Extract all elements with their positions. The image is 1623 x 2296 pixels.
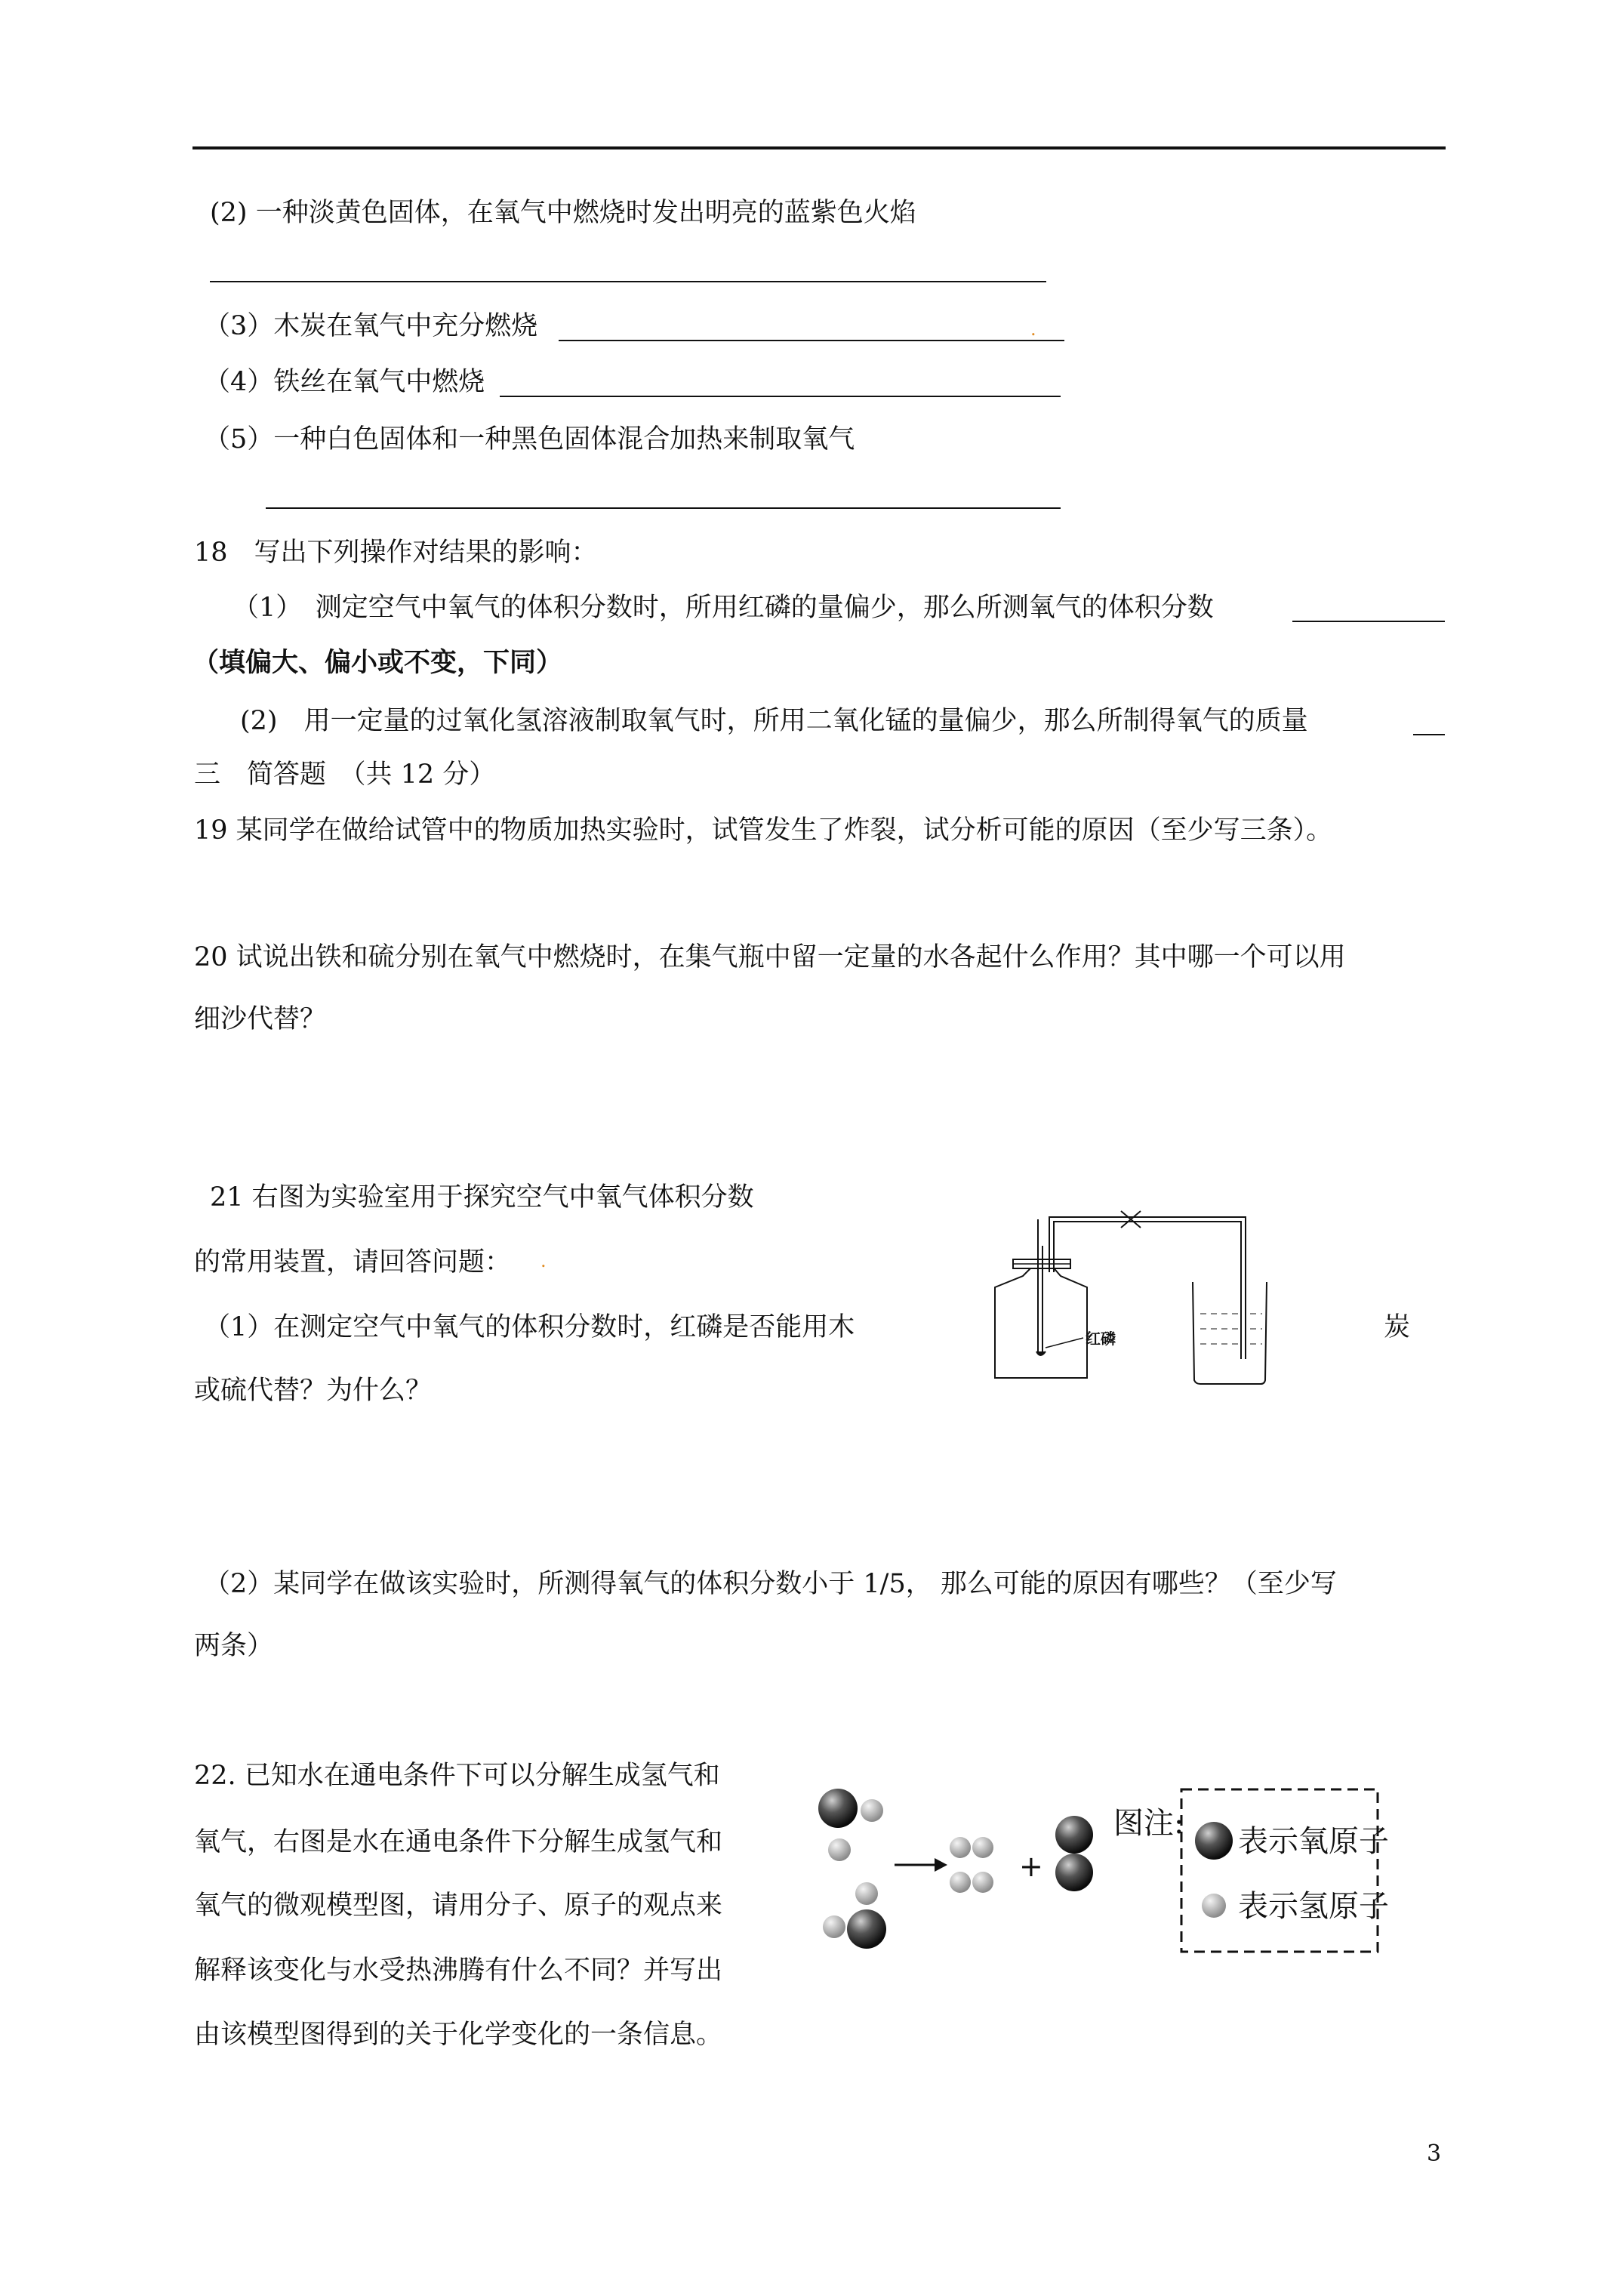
- hydrogen-atom: [950, 1872, 971, 1893]
- page-number: 3: [1427, 2140, 1442, 2167]
- oxygen-molecule: [1055, 1816, 1093, 1891]
- q21-item1-end: 炭: [1384, 1312, 1411, 1342]
- legend-oxygen-label: 表示氧原子: [1238, 1824, 1389, 1859]
- q22-line5: 由该模型图得到的关于化学变化的一条信息。: [194, 2020, 723, 2050]
- q17-item5: （5）一种白色固体和一种黑色固体混合加热来制取氧气: [204, 424, 855, 455]
- legend-hydrogen-label: 表示氢原子: [1238, 1889, 1389, 1924]
- q22-line1: 22. 已知水在通电条件下可以分解生成氢气和: [194, 1761, 720, 1791]
- answer-blank[interactable]: [1413, 734, 1445, 735]
- connecting-tube: [1049, 1217, 1246, 1359]
- hydrogen-atom: [972, 1872, 993, 1893]
- q17-item3: （3）木炭在氧气中充分燃烧: [204, 311, 538, 341]
- hydrogen-atom: [823, 1915, 845, 1938]
- header-rule: [192, 146, 1446, 149]
- gas-bottle: [995, 1265, 1087, 1378]
- oxygen-atom: [818, 1789, 858, 1828]
- q19-text: 19 某同学在做给试管中的物质加热实验时，试管发生了炸裂，试分析可能的原因（至少写三条）。: [194, 815, 1333, 846]
- q22-line2: 氧气，右图是水在通电条件下分解生成氢气和: [194, 1827, 723, 1857]
- water-electrolysis-model: [800, 1774, 1389, 1963]
- hydrogen-atom: [861, 1799, 883, 1822]
- q18-note: （填偏大、偏小或不变，下同）: [192, 647, 563, 678]
- q18-item2: (2) 用一定量的过氧化氢溶液制取氧气时，所用二氧化锰的量偏少，那么所制得氧气的质量: [240, 706, 1308, 736]
- stray-mark: .: [540, 1250, 547, 1271]
- q17-item4: （4）铁丝在氧气中燃烧: [204, 367, 485, 397]
- hydrogen-atom: [950, 1837, 971, 1858]
- q21-line1: 21 右图为实验室用于探究空气中氧气体积分数: [210, 1182, 754, 1213]
- answer-blank[interactable]: [500, 396, 1061, 397]
- answer-blank[interactable]: [559, 340, 1064, 341]
- legend-oxygen-atom: [1195, 1822, 1233, 1860]
- label-red-phosphorus: 红磷: [1086, 1330, 1116, 1348]
- section-heading: 三 简答题 （共 12 分）: [194, 760, 496, 790]
- answer-blank[interactable]: [1292, 621, 1445, 622]
- oxygen-atom: [847, 1909, 886, 1949]
- water-molecules: [818, 1789, 886, 1949]
- reaction-arrow-icon: [895, 1858, 947, 1872]
- q22-line3: 氧气的微观模型图，请用分子、原子的观点来: [194, 1891, 723, 1921]
- oxygen-atom: [1055, 1816, 1093, 1854]
- legend-hydrogen-atom: [1202, 1894, 1226, 1918]
- q21-item1: （1）在测定空气中氧气的体积分数时，红磷是否能用木: [204, 1312, 855, 1342]
- hydrogen-atom: [972, 1837, 993, 1858]
- apparatus-figure: [981, 1200, 1268, 1389]
- legend-box: [1181, 1789, 1378, 1952]
- q18-item1: （1） 测定空气中氧气的体积分数时，所用红磷的量偏少，那么所测氧气的体积分数: [233, 593, 1214, 623]
- plus-sign: +: [1019, 1850, 1043, 1883]
- q21-item2-cont: 两条）: [194, 1631, 274, 1661]
- q21-line2: 的常用装置，请回答问题：: [194, 1247, 512, 1277]
- q21-item2: （2）某同学在做该实验时，所测得氧气的体积分数小于 1/5， 那么可能的原因有哪些？（至少写: [204, 1569, 1337, 1599]
- hydrogen-atom: [828, 1838, 851, 1861]
- q22-line4: 解释该变化与水受热沸腾有什么不同？并写出: [194, 1955, 723, 1986]
- answer-blank[interactable]: [266, 507, 1061, 509]
- q20-line1: 20 试说出铁和硫分别在氧气中燃烧时，在集气瓶中留一定量的水各起什么作用？其中哪一个可以用: [194, 942, 1346, 972]
- q18-title: 18 写出下列操作对结果的影响：: [194, 538, 598, 568]
- legend-title: 图注:: [1113, 1806, 1184, 1841]
- q17-item2: (2) 一种淡黄色固体，在氧气中燃烧时发出明亮的蓝紫色火焰: [210, 198, 916, 228]
- q20-line2: 细沙代替？: [194, 1004, 327, 1034]
- answer-blank[interactable]: [210, 281, 1046, 282]
- hydrogen-atom: [855, 1882, 878, 1905]
- clamp: [1121, 1211, 1141, 1219]
- stray-mark: .: [1030, 319, 1036, 340]
- oxygen-atom: [1055, 1854, 1093, 1891]
- beaker: [1193, 1282, 1267, 1384]
- q21-item1-cont: 或硫代替？为什么？: [194, 1376, 433, 1406]
- hydrogen-molecules: [950, 1837, 993, 1893]
